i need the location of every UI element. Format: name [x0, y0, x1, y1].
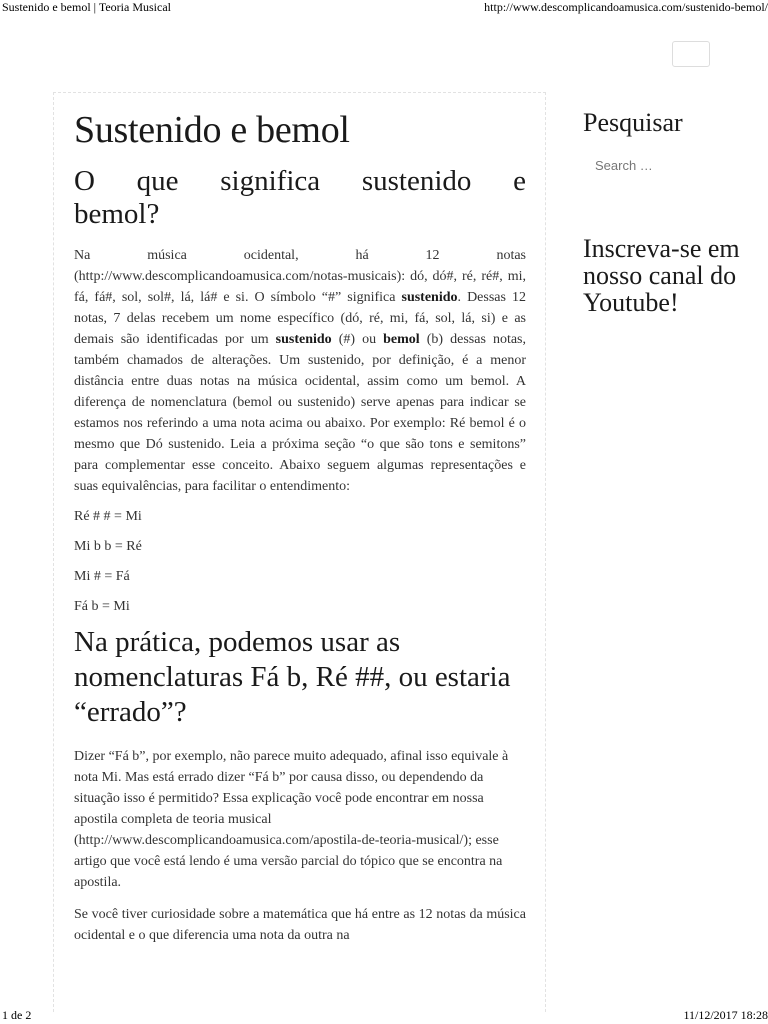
page-title: Sustenido e bemol — [74, 109, 350, 151]
print-footer — [0, 1008, 768, 1024]
print-page-title: Sustenido e bemol | Teoria Musical — [2, 0, 171, 14]
section-heading-meaning: O que significa sustenido e bemol? — [74, 165, 526, 230]
print-datetime: 11/12/2017 18:28 — [683, 1008, 768, 1022]
menu-toggle-button[interactable] — [672, 41, 710, 67]
practice-paragraph: Dizer “Fá b”, por exemplo, não parece muito adequado, afinal isso equivale à nota Mi. Mas está errado dizer “Fá b” por causa disso, ou dependendo da situação isso é permitido? Essa explicação você pode encontrar em nossa apostila completa de teoria musical (http://www.descomplicandoamusica.com/apostila-de-teoria-musical/); esse artigo que você está lendo é uma versão parcial do tópico que se encontra na apostila. — [74, 749, 509, 890]
search-widget-title: Pesquisar — [583, 108, 683, 137]
print-page-url: http://www.descomplicandoamusica.com/sustenido-bemol/ — [484, 0, 768, 14]
sidebar — [583, 108, 768, 317]
equivalence-item: Fá b = Mi — [74, 599, 130, 614]
equivalence-item: Ré # # = Mi — [74, 509, 142, 524]
print-header — [0, 0, 768, 16]
youtube-subscribe-title: Inscreva-se em nosso canal do Youtube! — [583, 234, 740, 317]
section-heading-practice: Na prática, podemos usar as nomenclaturas Fá b, Ré ##, ou estaria “errado”? — [74, 626, 511, 728]
print-page-number: 1 de 2 — [2, 1008, 32, 1022]
search-input[interactable] — [595, 156, 745, 174]
intro-paragraph: Na música ocidental, há 12 notas (http://www.descomplicandoamusica.com/notas-musicais): dó, dó#, ré, ré#, mi, fá, fá#, sol, sol#, lá, lá# e si. O símbolo “#” significa sustenido. Dessas 12 notas, 7 delas recebem um nome específico (dó, ré, mi, fá, sol, lá, si) e as demais são identificadas por um sustenido (#) ou bemol (b) dessas notas, também chamados de alterações. Um sustenido, por definição, é a menor distância entre duas notas na música ocidental, assim como um bemol. A diferença de nomenclatura (bemol ou sustenido) serve apenas para indicar se estamos nos referindo a uma nota acima ou abaixo. Por exemplo: Ré bemol é o mesmo que Dó sustenido. Leia a próxima seção “o que são tons e semitons” para complementar esse conceito. Abaixo seguem algumas representações e suas equivalências, para facilitar o entendimento: — [74, 248, 526, 494]
equivalence-item: Mi # = Fá — [74, 569, 130, 584]
equivalence-item: Mi b b = Ré — [74, 539, 142, 554]
article-card — [53, 92, 546, 1012]
curiosity-paragraph: Se você tiver curiosidade sobre a matemática que há entre as 12 notas da música ocidental e o que diferencia uma nota da outra na — [74, 907, 526, 943]
